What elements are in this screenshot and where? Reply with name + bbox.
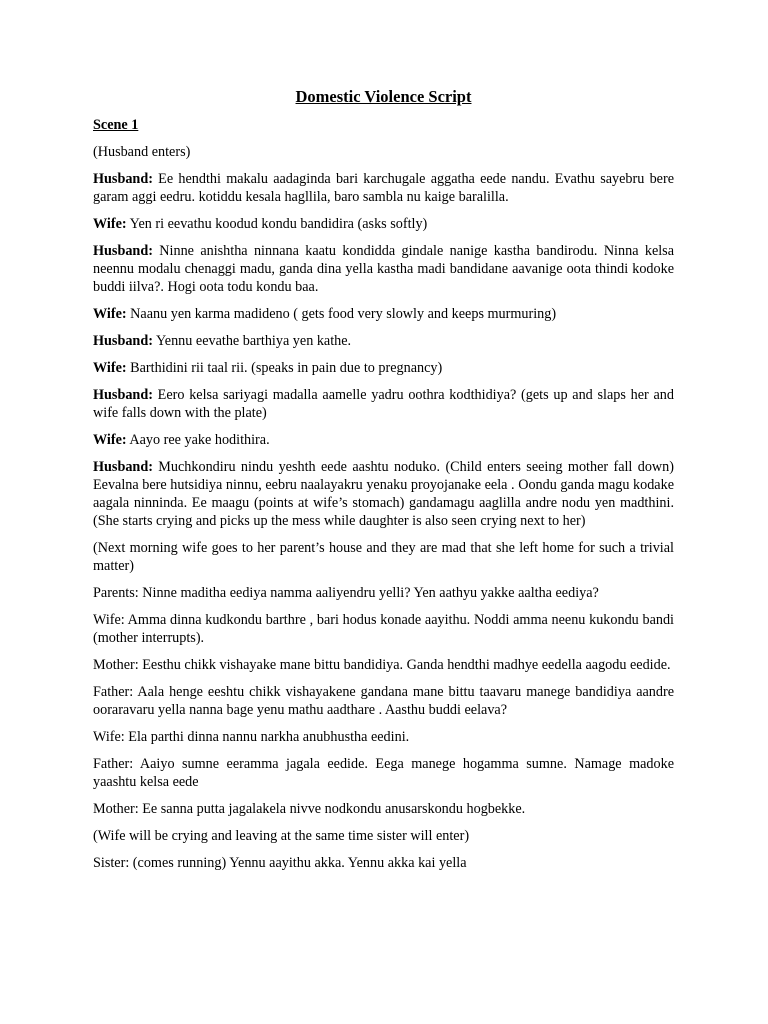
dialogue-text: Ee hendthi makalu aadaginda bari karchugale aggatha eede nandu. Evathu sayebru bere garam aggi eedru. kotiddu kesala hagllila, baro sambla nu kaige baralilla. [93, 171, 674, 205]
script-paragraph [93, 215, 674, 233]
speaker-label: Husband: [93, 387, 153, 403]
scene-heading: Scene 1 [93, 117, 139, 133]
script-paragraph [93, 242, 674, 296]
script-paragraph [93, 143, 674, 161]
script-paragraph [93, 854, 674, 872]
dialogue-text: Aayo ree yake hodithira. [126, 432, 270, 448]
dialogue-text: Yen ri eevathu koodud kondu bandidira (asks softly) [126, 216, 428, 232]
speaker-label: Wife: [93, 306, 127, 322]
script-paragraph [93, 800, 674, 818]
script-paragraph [93, 170, 674, 206]
speaker-label: Husband: [93, 243, 153, 259]
dialogue-text: Parents: Ninne maditha eediya namma aaliyendru yelli? Yen aathyu yakke aaltha eediya? [93, 585, 599, 601]
script-paragraph [93, 359, 674, 377]
dialogue-text: Wife: Amma dinna kudkondu barthre , bari hodus konade aayithu. Noddi amma neenu kukondu bandi (mother interrupts). [93, 612, 674, 646]
script-paragraph [93, 539, 674, 575]
script-paragraph [93, 458, 674, 530]
dialogue-text: Yennu eevathe barthiya yen kathe. [152, 333, 352, 349]
document-title: Domestic Violence Script [295, 87, 472, 106]
dialogue-text: (Husband enters) [93, 144, 191, 160]
dialogue-text: Ninne anishtha ninnana kaatu kondidda gindale nanige kastha bandirodu. Ninna kelsa neennu modalu chenaggi madu, ganda dina yella kastha madi bandidane aavanige oota thindi kodoke buddi iilva?. Hogi oota todu kondu baa. [93, 243, 674, 295]
dialogue-text: Wife: Ela parthi dinna nannu narkha anubhustha eedini. [93, 729, 410, 745]
dialogue-text: Eero kelsa sariyagi madalla aamelle yadru oothra kodthidiya? (gets up and slaps her and wife falls down with the plate) [93, 387, 674, 421]
dialogue-text: Mother: Ee sanna putta jagalakela nivve nodkondu anusarskondu hogbekke. [93, 801, 526, 817]
script-paragraph [93, 728, 674, 746]
speaker-label: Wife: [93, 432, 127, 448]
dialogue-text: Naanu yen karma madideno ( gets food very slowly and keeps murmuring) [126, 306, 557, 322]
dialogue-text: Father: Aaiyo sumne eeramma jagala eedide. Eega manege hogamma sumne. Namage madoke yaashtu kelsa eede [93, 756, 674, 790]
script-paragraph [93, 656, 674, 674]
script-paragraph [93, 611, 674, 647]
speaker-label: Husband: [93, 171, 153, 187]
dialogue-text: (Wife will be crying and leaving at the same time sister will enter) [93, 828, 470, 844]
speaker-label: Husband: [93, 333, 153, 349]
dialogue-text: Mother: Eesthu chikk vishayake mane bittu bandidiya. Ganda hendthi madhye eedella aagodu eedide. [93, 657, 671, 673]
dialogue-text: (Next morning wife goes to her parent’s house and they are mad that she left home for such a trivial matter) [93, 540, 674, 574]
dialogue-text: Sister: (comes running) Yennu aayithu akka. Yennu akka kai yella [93, 855, 467, 871]
script-paragraph [93, 332, 674, 350]
script-paragraph [93, 431, 674, 449]
script-body [93, 143, 674, 872]
script-paragraph [93, 584, 674, 602]
script-paragraph [93, 305, 674, 323]
dialogue-text: Barthidini rii taal rii. (speaks in pain due to pregnancy) [126, 360, 443, 376]
document-page [93, 86, 674, 881]
speaker-label: Wife: [93, 216, 127, 232]
script-paragraph [93, 683, 674, 719]
script-paragraph [93, 827, 674, 845]
dialogue-text: Father: Aala henge eeshtu chikk vishayakene gandana mane bittu taavaru manege bandidiya aandre ooraravaru yella nanna bage yenu mathu aadthare . Aasthu buddi eelava? [93, 684, 674, 718]
script-paragraph [93, 386, 674, 422]
speaker-label: Wife: [93, 360, 127, 376]
dialogue-text: Muchkondiru nindu yeshth eede aashtu noduko. (Child enters seeing mother fall down) Eevalna bere hutsidiya ninnu, eebru naalayakru yenaku proyojanake eela . Oondu ganda magu kodake aagala ninninda. Ee maagu (points at wife’s stomach) gandamagu aaglilla andre nodu yen madthini. (She starts crying and picks up the mess while daughter is also seen crying next to her) [93, 459, 674, 529]
speaker-label: Husband: [93, 459, 153, 475]
script-paragraph [93, 755, 674, 791]
